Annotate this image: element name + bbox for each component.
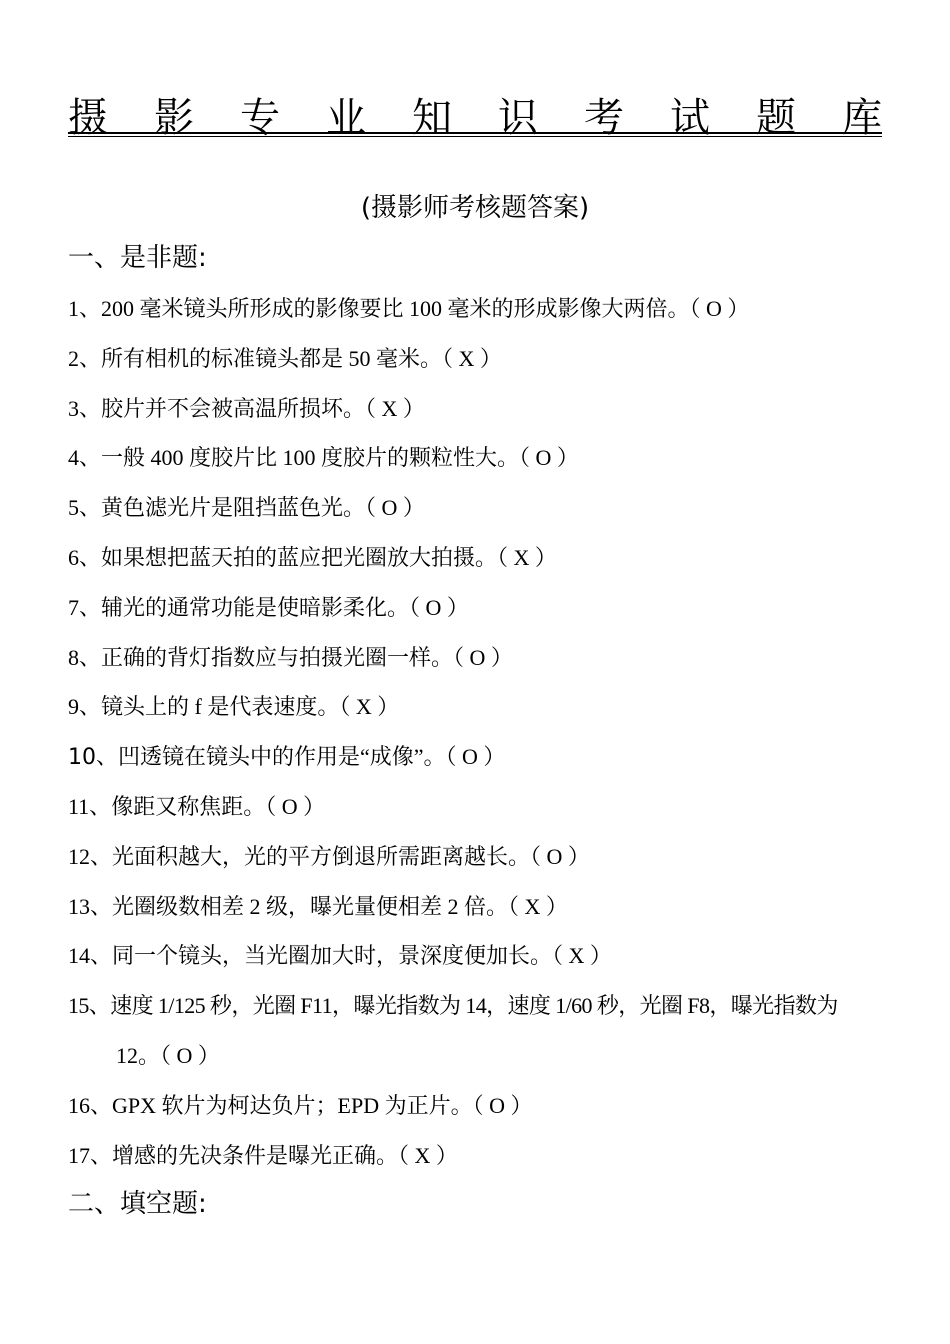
question-item <box>68 533 882 583</box>
question-text: 胶片并不会被高温所损坏。（ X ） <box>101 395 425 421</box>
question-item <box>68 682 882 732</box>
question-number: 12、 <box>68 843 113 869</box>
question-text: 如果想把蓝天拍的蓝应把光圈放大拍摄。（ X ） <box>101 544 557 570</box>
true-false-question-list <box>68 284 882 1180</box>
question-number: 5、 <box>68 495 102 521</box>
question-item <box>68 583 882 633</box>
title-char: 考 <box>584 95 624 141</box>
title-char: 库 <box>842 95 882 141</box>
question-text: 镜头上的 f 是代表速度。（ X ） <box>101 694 400 720</box>
question-item <box>68 782 882 832</box>
question-item-continuation <box>68 1031 882 1081</box>
question-number: 2、 <box>68 345 102 371</box>
question-number: 17、 <box>68 1142 113 1168</box>
question-number: 13、 <box>68 893 113 919</box>
title-char: 识 <box>498 95 538 141</box>
question-text-continuation: 12。（ O ） <box>116 1042 220 1068</box>
title-char: 摄 <box>68 95 108 141</box>
question-number: 9、 <box>68 694 102 720</box>
question-item <box>68 882 882 932</box>
question-number: 11、 <box>68 793 112 819</box>
title-char: 题 <box>756 95 796 141</box>
question-item <box>68 981 882 1031</box>
question-text: 200 毫米镜头所形成的影像要比 100 毫米的形成影像大两倍。（ O ） <box>101 296 750 321</box>
question-item <box>68 732 882 782</box>
section-heading-true-false: 一、是非题: <box>68 243 207 273</box>
question-number: 4、 <box>68 445 102 471</box>
question-number: 14、 <box>68 943 113 969</box>
section-heading-fill-in: 二、填空题: <box>68 1189 207 1219</box>
question-item <box>68 1131 882 1181</box>
question-item <box>68 384 882 434</box>
document-subtitle: (摄影师考核题答案) <box>360 193 590 223</box>
question-item <box>68 832 882 882</box>
question-number: 8、 <box>68 644 102 670</box>
question-text: 所有相机的标准镜头都是 50 毫米。（ X ） <box>101 345 502 371</box>
question-number: 3、 <box>68 395 102 421</box>
question-item <box>68 483 882 533</box>
question-item <box>68 433 882 483</box>
title-char: 业 <box>326 95 366 141</box>
question-item <box>68 334 882 384</box>
question-text: 一般 400 度胶片比 100 度胶片的颗粒性大。（ O ） <box>101 445 579 471</box>
question-number: 6、 <box>68 544 102 570</box>
question-text: 黄色滤光片是阻挡蓝色光。（ O ） <box>101 495 425 521</box>
title-char: 试 <box>670 95 710 141</box>
question-item <box>68 284 882 334</box>
title-underline-thin <box>68 136 882 137</box>
title-underline <box>68 132 882 134</box>
question-text: 凹透镜在镜头中的作用是“成像”。（ O ） <box>118 744 506 770</box>
question-text: GPX 软片为柯达负片；EPD 为正片。（ O ） <box>112 1092 533 1118</box>
question-item <box>68 633 882 683</box>
question-number: 1、 <box>68 296 102 321</box>
title-char: 知 <box>412 95 452 141</box>
title-char: 影 <box>154 95 194 141</box>
question-text: 同一个镜头，当光圈加大时，景深度便加长。（ X ） <box>112 943 612 969</box>
question-text: 增感的先决条件是曝光正确。（ X ） <box>112 1142 458 1168</box>
question-item <box>68 931 882 981</box>
question-text: 像距又称焦距。（ O ） <box>111 793 326 819</box>
question-number: 10、 <box>68 745 118 771</box>
question-text: 辅光的通常功能是使暗影柔化。（ O ） <box>101 594 469 620</box>
question-text: 速度 1/125 秒，光圈 F11，曝光指数为 14，速度 1/60 秒，光圈 F8，曝光指数为 <box>110 993 838 1019</box>
question-item <box>68 1081 882 1131</box>
question-text: 光圈级数相差 2 级，曝光量便相差 2 倍。（ X ） <box>112 893 568 919</box>
question-text: 正确的背灯指数应与拍摄光圈一样。（ O ） <box>101 644 513 670</box>
question-number: 16、 <box>68 1092 113 1118</box>
title-char: 专 <box>240 95 280 141</box>
question-text: 光面积越大，光的平方倒退所需距离越长。（ O ） <box>112 843 590 869</box>
question-number: 7、 <box>68 594 102 620</box>
question-number: 15、 <box>68 993 111 1019</box>
